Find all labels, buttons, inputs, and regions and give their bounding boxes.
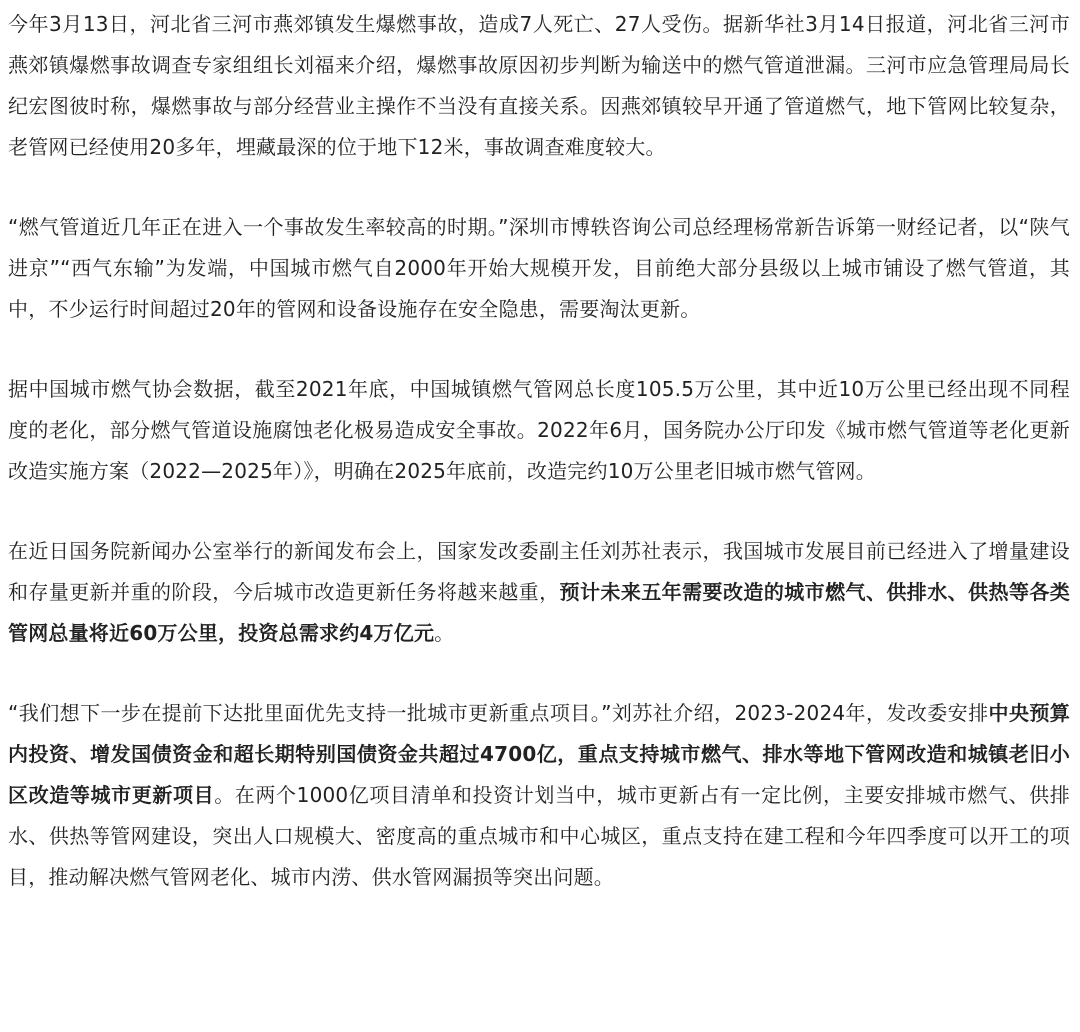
- paragraph-4-bold-highlight: 预计未来五年需要改造的城市燃气、供排水、供热等各类管网总量将近60万公里，投资总需求约4万亿元: [8, 580, 1071, 645]
- paragraph-4-text-end: 。: [434, 621, 455, 645]
- paragraph-4-text: 在近日国务院新闻办公室举行的新闻发布会上，国家发改委副主任刘苏社表示，我国城市发展目前已经进入了增量建设和存量更新并重的阶段，今后城市改造更新任务将越来越重，: [8, 539, 1070, 604]
- paragraph-5-bold-highlight: 中央预算内投资、增发国债资金和超长期特别国债资金共超过4700亿，重点支持城市燃气、排水等地下管网改造和城镇老旧小区改造等城市更新项目: [8, 701, 1070, 807]
- paragraph-5-text: “我们想下一步在提前下达批里面优先支持一批城市更新重点项目。”刘苏社介绍，2023-2024年，发改委安排: [8, 701, 989, 725]
- paragraph-5-text-end: 。在两个1000亿项目清单和投资计划当中，城市更新占有一定比例，主要安排城市燃气、供排水、供热等管网建设，突出人口规模大、密度高的重点城市和中心城区，重点支持在建工程和今年四季度可以开工的项目，推动解决燃气管网老化、城市内涝、供水管网漏损等突出问题。: [8, 783, 1071, 889]
- paragraph-2-text: “燃气管道近几年正在进入一个事故发生率较高的时期。”深圳市博轶咨询公司总经理杨常新告诉第一财经记者，以“陕气进京”“西气东输”为发端，中国城市燃气自2000年开始大规模开发，目前绝大部分县级以上城市铺设了燃气管道，其中，不少运行时间超过20年的管网和设备设施存在安全隐患，需要淘汰更新。: [8, 215, 1070, 321]
- paragraph-3-text: 据中国城市燃气协会数据，截至2021年底，中国城镇燃气管网总长度105.5万公里，其中近10万公里已经出现不同程度的老化，部分燃气管道设施腐蚀老化极易造成安全事故。2022年6月，国务院办公厅印发《城市燃气管道等老化更新改造实施方案（2022—2025年）》，明确在2025年底前，改造完约10万公里老旧城市燃气管网。: [8, 377, 1070, 483]
- paragraph-4: [8, 531, 1070, 654]
- paragraph-1-text: 今年3月13日，河北省三河市燕郊镇发生爆燃事故，造成7人死亡、27人受伤。据新华社3月14日报道，河北省三河市燕郊镇爆燃事故调查专家组组长刘福来介绍，爆燃事故原因初步判断为输送中的燃气管道泄漏。三河市应急管理局局长纪宏图彼时称，爆燃事故与部分经营业主操作不当没有直接关系。因燕郊镇较早开通了管道燃气，地下管网比较复杂，老管网已经使用20多年，埋藏最深的位于地下12米，事故调查难度较大。: [8, 12, 1070, 159]
- paragraph-5: [8, 693, 1070, 898]
- paragraph-1: [8, 4, 1070, 168]
- paragraph-2: [8, 207, 1070, 330]
- paragraph-3: [8, 369, 1070, 492]
